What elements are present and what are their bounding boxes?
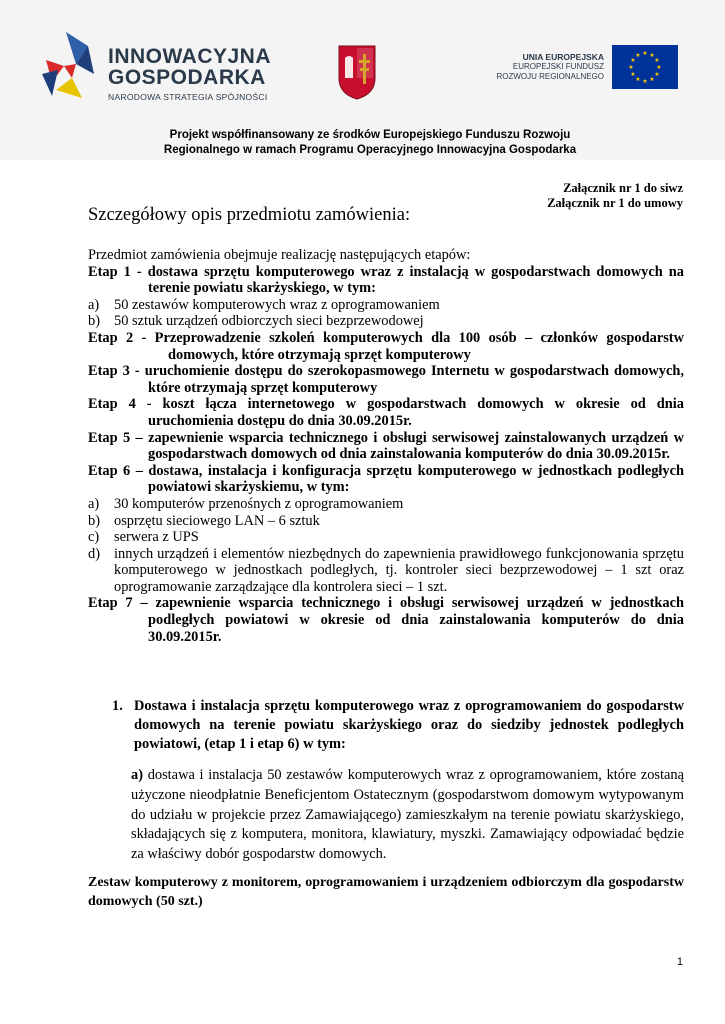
list-item	[88, 496, 684, 513]
svg-text:★: ★	[635, 76, 641, 83]
project-line1: Projekt współfinansowany ze środków Europejskiego Funduszu Rozwoju	[169, 129, 571, 141]
etap-7: Etap 7 – zapewnienie wsparcia technicznego i obsługi serwisowej urządzeń w jednostkach podległych powiatowi w okresie od dnia zainstalowania komputerów do dnia 30.09.2015r.	[88, 595, 684, 645]
svg-text:★: ★	[630, 57, 636, 64]
stages-list	[88, 247, 684, 645]
list-text: 50 zestawów komputerowych wraz z oprogramowaniem	[114, 296, 440, 313]
ig-subtitle: NARODOWA STRATEGIA SPÓJNOŚCI	[108, 92, 268, 102]
section-1-text: Dostawa i instalacja sprzętu komputerowego wraz z oprogramowaniem do gospodarstw domowych na terenie powiatu skarżyskiego oraz do siedziby jednostek podległych powiatowi, (etap 1 i etap 6) w tym:	[134, 698, 684, 752]
coat-of-arms-icon	[337, 44, 377, 100]
eu-fund-text	[470, 52, 604, 82]
list-item	[88, 529, 684, 546]
svg-text:★: ★	[630, 71, 636, 78]
paragraph-a-text: dostawa i instalacja 50 zestawów komputerowych wraz z oprogramowaniem, które zostaną użyczone nieodpłatnie Beneficjentom Ostatecznym (gospodarstwom domowym wytypowanym do udziału w projekcie przez Zamawiającego) zamieszkałym na terenie powiatu skarżyskiego, składających się z komputera, monitora, klawiatury, myszki. Zamawiający odpowiadać będzie za właściwy dobór gospodarstw domowych.	[131, 767, 684, 863]
innowacyjna-gospodarka-logo-icon	[42, 30, 102, 102]
list-item	[88, 313, 684, 330]
attachment-note	[547, 181, 683, 211]
svg-text:★: ★	[649, 52, 655, 59]
list-text: osprzętu sieciowego LAN – 6 sztuk	[114, 512, 320, 529]
section-1-heading	[112, 697, 684, 754]
svg-text:★: ★	[635, 52, 641, 59]
section-1-number: 1.	[112, 698, 123, 714]
etap-2: Etap 2 - Przeprowadzenie szkoleń komputerowych dla 100 osób – członków gospodarstw domowych, które otrzymają sprzęt komputerowy	[88, 329, 684, 363]
eu-flag-icon	[612, 45, 678, 89]
paragraph-a-label: a)	[131, 767, 143, 783]
etap-4: Etap 4 - koszt łącza internetowego w gospodarstwach domowych w okresie od dnia uruchomienia dostępu do dnia 30.09.2015r.	[88, 396, 684, 429]
svg-text:★: ★	[656, 64, 662, 71]
etap-6: Etap 6 – dostawa, instalacja i konfiguracja sprzętu komputerowego w jednostkach podległych powiatowi skarżyskiemu, w tym:	[88, 462, 684, 496]
list-label: b)	[88, 313, 100, 330]
attachment-siwz: Załącznik nr 1 do siwz	[563, 181, 683, 195]
paragraph-a	[131, 766, 684, 865]
list-text: 50 sztuk urządzeń odbiorczych sieci bezprzewodowej	[114, 313, 424, 330]
svg-text:★: ★	[649, 76, 655, 83]
page-title: Szczegółowy opis przedmiotu zamówienia:	[88, 205, 411, 225]
svg-text:★: ★	[642, 78, 648, 85]
page-number: 1	[676, 956, 683, 968]
list-text: serwera z UPS	[114, 529, 199, 546]
list-label: d)	[88, 545, 100, 562]
list-item	[88, 546, 684, 596]
list-label: c)	[88, 529, 100, 546]
ue-line1: UNIA EUROPEJSKA	[522, 52, 604, 62]
ue-line3: ROZWOJU REGIONALNEGO	[496, 72, 604, 81]
svg-text:★: ★	[654, 71, 660, 78]
intro-text: Przedmiot zamówienia obejmuje realizację następujących etapów:	[88, 247, 471, 263]
list-item	[88, 513, 684, 530]
svg-text:★: ★	[628, 64, 634, 71]
svg-text:★: ★	[654, 57, 660, 64]
svg-text:★: ★	[642, 50, 648, 57]
list-item	[88, 297, 684, 314]
attachment-umowy: Załącznik nr 1 do umowy	[547, 196, 683, 210]
innowacyjna-gospodarka-wordmark	[108, 46, 271, 102]
ig-line2: GOSPODARKA	[108, 66, 266, 89]
project-line2: Regionalnego w ramach Programu Operacyjnego Innowacyjna Gospodarka	[163, 144, 577, 156]
etap-5: Etap 5 – zapewnienie wsparcia technicznego i obsługi serwisowej zainstalowanych urządzeń w gospodarstwach domowych od dnia zainstalowania komputerów do dnia 30.09.2015r.	[88, 429, 684, 463]
list-label: a)	[88, 495, 100, 512]
list-text: innych urządzeń i elementów niezbędnych do zapewnienia prawidłowego funkcjonowania sprzętu komputerowego w jednostkach podległych, tj. kontroler sieci bezprzewodowej – 1 szt oraz oprogramowanie zarządzające dla kontrolera sieci – 1 szt.	[114, 545, 684, 595]
ue-line2: EUROPEJSKI FUNDUSZ	[512, 62, 604, 71]
ig-line1: INNOWACYJNA	[108, 45, 272, 68]
project-funding-note	[90, 128, 650, 158]
zestaw-heading: Zestaw komputerowy z monitorem, oprogramowaniem i urządzeniem odbiorczym dla gospodarstw domowych (50 szt.)	[88, 875, 684, 909]
list-label: a)	[88, 296, 100, 313]
list-text: 30 komputerów przenośnych z oprogramowaniem	[114, 495, 404, 512]
etap-3: Etap 3 - uruchomienie dostępu do szerokopasmowego Internetu w gospodarstwach domowych, które otrzymają sprzęt komputerowy	[88, 363, 684, 396]
etap-1: Etap 1 - dostawa sprzętu komputerowego wraz z instalacją w gospodarstwach domowych na terenie powiatu skarżyskiego, w tym:	[88, 263, 684, 297]
list-label: b)	[88, 512, 100, 529]
